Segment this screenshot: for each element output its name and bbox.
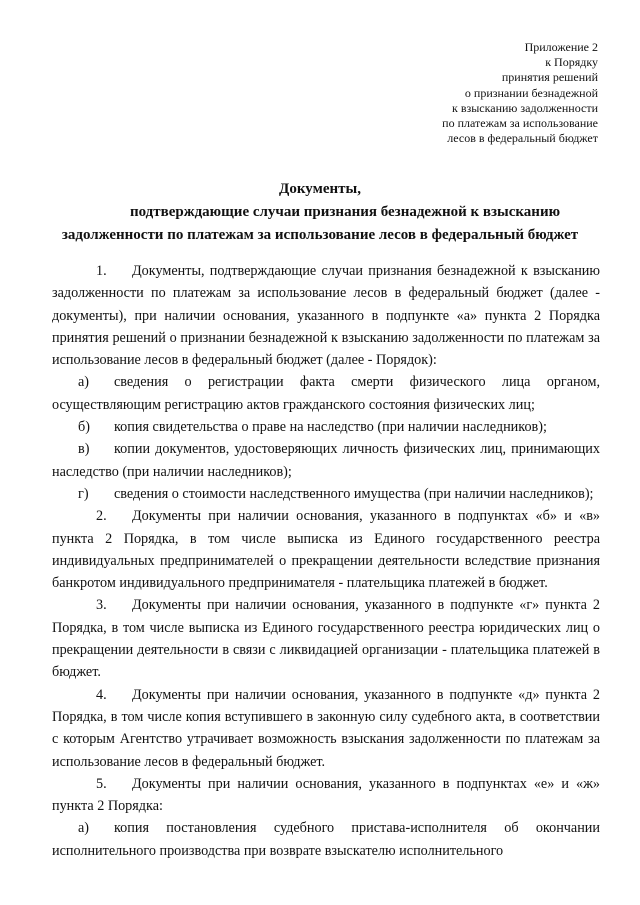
appendix-header [358,40,598,146]
subitem-text: сведения о регистрации факта смерти физического лица органом, осуществляющим регистрацию актов гражданского состояния физических лиц; [52,374,600,413]
title-line-1: Документы, [279,181,361,197]
subitem-letter: а) [78,374,90,391]
document-title [40,178,600,247]
title-line-3: задолженности по платежам за использование лесов в федеральный бюджет [61,227,579,243]
paragraph-text: Документы при наличии основания, указанного в подпунктах «е» и «ж» пункта 2 Порядка: [52,775,600,815]
subitem-g [52,483,600,505]
subitem-text: копия постановления судебного пристава-исполнителя об окончании исполнительного производства при возврате взыскателю исполнительного [52,820,600,859]
appendix-header-line: к взысканию задолженности [451,100,598,115]
subitem-letter: а) [78,820,90,837]
paragraph-text: Документы при наличии основания, указанного в подпункте «д» пункта 2 Порядка, в том числе копия вступившего в законную силу судебного акта, в соответствии с которым Агентство утрачивает возможность взыскания задолженности по платежам за использование лесов в федеральный бюджет. [52,686,600,770]
appendix-header-line: по платежам за использование [442,116,598,131]
paragraph-1 [52,260,600,371]
appendix-header-line: Приложение 2 [524,40,598,54]
paragraph-number: 2. [96,508,107,525]
subitem-v [52,438,600,483]
subitem-letter: г) [78,485,89,502]
subitem-letter: б) [78,419,90,436]
paragraph-number: 1. [96,263,107,279]
paragraph-5 [52,773,600,818]
paragraph-4 [52,684,600,773]
subitem-letter: в) [78,441,90,458]
subitem-text: сведения о стоимости наследственного имущества (при наличии наследников); [114,485,594,502]
appendix-header-line: принятия решений [501,70,598,85]
subitem-5a [52,817,600,862]
paragraph-text: Документы при наличии основания, указанного в подпункте «г» пункта 2 Порядка, в том числе выписка из Единого государственного реестра юридических лиц о прекращении деятельности в связи с ликвидацией организации - плательщика платежей в бюджет. [52,597,600,681]
appendix-header-line: к Порядку [545,55,598,70]
subitem-a [52,371,600,416]
appendix-header-line: о признании безнадежной [464,85,598,100]
appendix-header-line: лесов в федеральный бюджет [447,131,598,146]
paragraph-number: 5. [96,775,107,792]
paragraph-number: 4. [96,686,107,703]
document-body [52,260,600,862]
paragraph-3 [52,594,600,683]
paragraph-number: 3. [96,597,107,614]
paragraph-text: Документы при наличии основания, указанного в подпунктах «б» и «в» пункта 2 Порядка, в том числе выписка из Единого государственного реестра индивидуальных предпринимателей о прекращении деятельности вследствие признания банкротом индивидуального предпринимателя - плательщика платежей в бюджет. [52,508,600,592]
paragraph-text: Документы, подтверждающие случаи признания безнадежной к взысканию задолженности по платежам за использование лесов в федеральный бюджет (далее - документы), при наличии основания, указанного в подпункте «а» пункта 2 Порядка принятия решений о признании безнадежной к взысканию задолженности по платежам за использование лесов в федеральный бюджет (далее - Порядок): [52,263,600,369]
subitem-text: копии документов, удостоверяющих личность физических лиц, принимающих наследство (при наличии наследников); [52,441,600,480]
subitem-b [52,416,600,438]
subitem-text: копия свидетельства о праве на наследство (при наличии наследников); [114,419,547,436]
title-line-2: подтверждающие случаи признания безнадежной к взысканию [129,204,561,220]
paragraph-2 [52,505,600,594]
